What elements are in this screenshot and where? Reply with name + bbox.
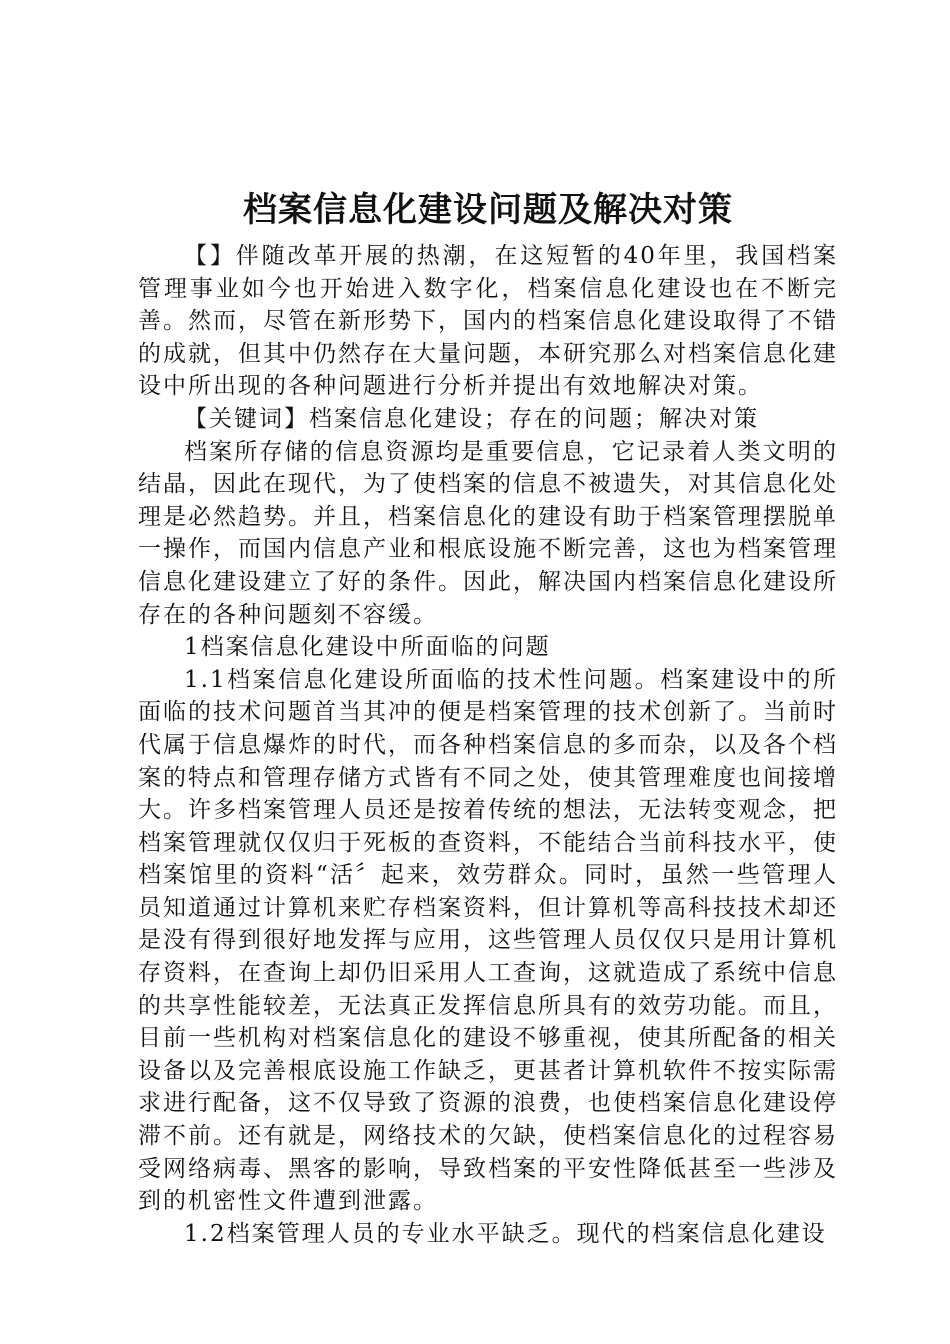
abstract-paragraph: 【】伴随改革开展的热潮，在这短暂的40年里，我国档案管理事业如今也开始进入数字化，档案信息化建设也在不断完善。然而，尽管在新形势下，国内的档案信息化建设取得了不错的成就，但其中仍然存在大量问题，本研究那么对档案信息化建设中所出现的各种问题进行分析并提出有效地解决对策。: [138, 243, 838, 400]
keywords-line: 【关键词】档案信息化建设；存在的问题；解决对策: [184, 405, 759, 432]
section-1-2-paragraph: 1.2档案管理人员的专业水平缺乏。现代的档案信息化建设: [184, 1220, 827, 1247]
section-heading-1: 1档案信息化建设中所面临的问题: [184, 634, 551, 661]
intro-paragraph: 档案所存储的信息资源均是重要信息，它记录着人类文明的结晶，因此在现代，为了使档案的信息不被遗失，对其信息化处理是必然趋势。并且，档案信息化的建设有助于档案管理摆脱单一操作，而国内信息产业和根底设施不断完善，这也为档案管理信息化建设建立了好的条件。因此，解决国内档案信息化建设所存在的各种问题刻不容缓。: [138, 438, 838, 628]
document-title: 档案信息化建设问题及解决对策: [243, 190, 733, 230]
section-1-1-paragraph: 1.1档案信息化建设所面临的技术性问题。档案建设中的所面临的技术问题首当其冲的便是档案管理的技术创新了。当前时代属于信息爆炸的时代，而各种档案信息的多而杂，以及各个档案的特点和管理存储方式皆有不同之处，使其管理难度也间接增大。许多档案管理人员还是按着传统的想法，无法转变观念，把档案管理就仅仅归于死板的查资料，不能结合当前科技水平，使档案馆里的资料“活〞起来，效劳群众。同时，虽然一些管理人员知道通过计算机来贮存档案资料，但计算机等高科技技术却还是没有得到很好地发挥与应用，这些管理人员仅仅只是用计算机存资料，在查询上却仍旧采用人工查询，这就造成了系统中信息的共享性能较差，无法真正发挥信息所具有的效劳功能。而且，目前一些机构对档案信息化的建设不够重视，使其所配备的相关设备以及完善根底设施工作缺乏，更甚者计算机软件不按实际需求进行配备，这不仅导致了资源的浪费，也使档案信息化建设停滞不前。还有就是，网络技术的欠缺，使档案信息化的过程容易受网络病毒、黑客的影响，导致档案的平安性降低甚至一些涉及到的机密性文件遭到泄露。: [138, 666, 838, 1215]
